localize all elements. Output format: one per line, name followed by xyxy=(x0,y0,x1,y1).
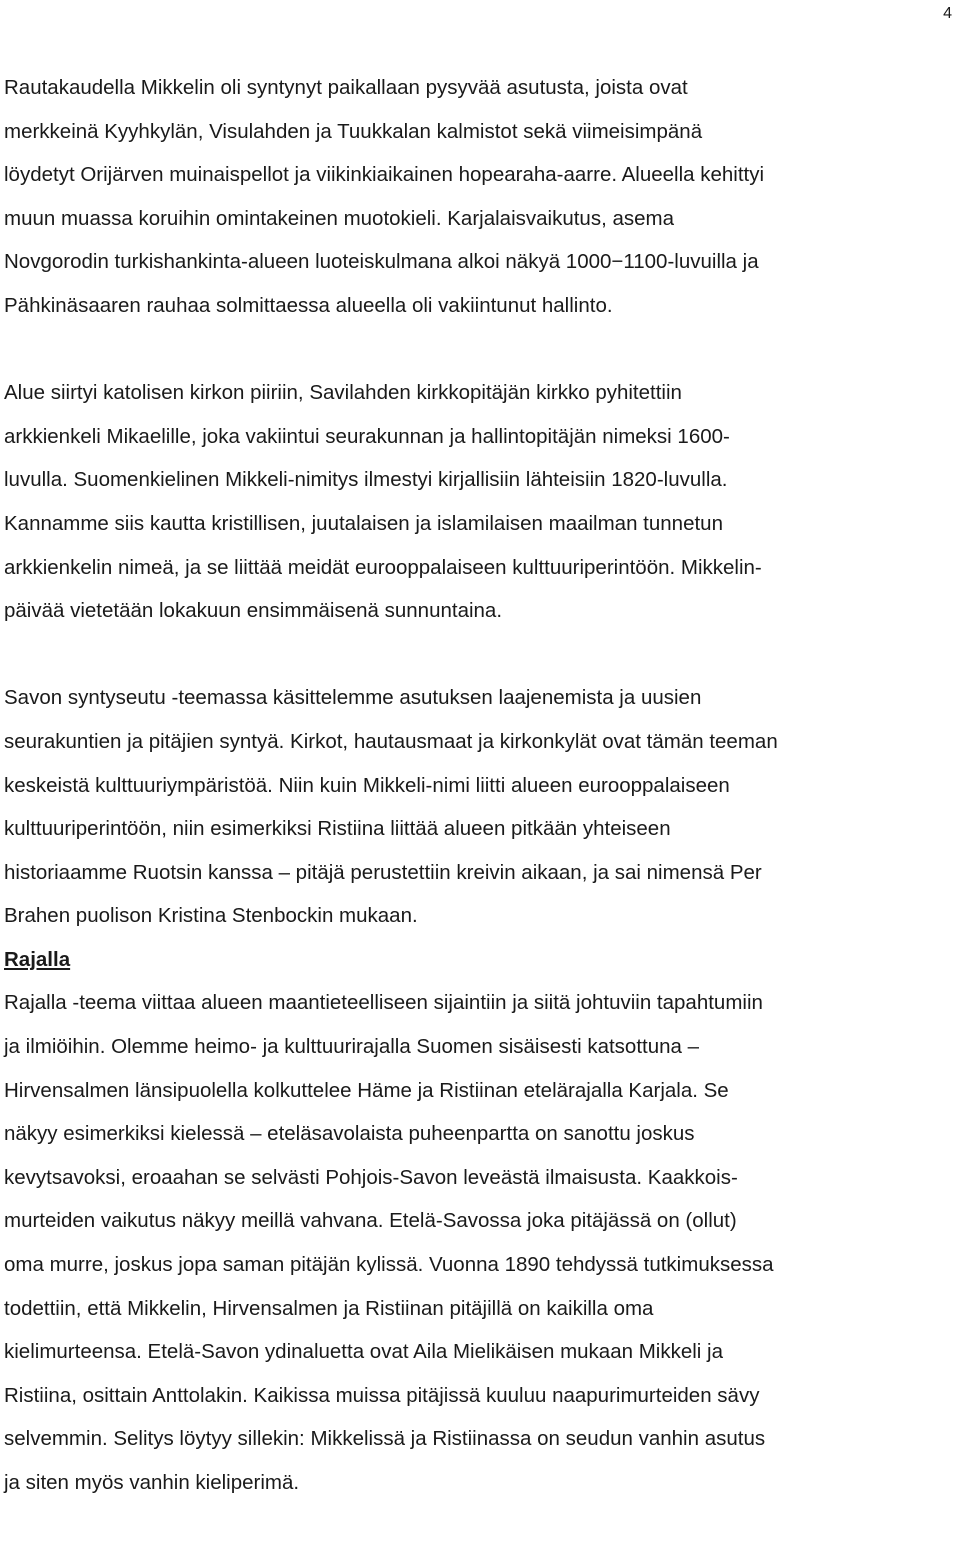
text-line: ja ilmiöihin. Olemme heimo- ja kulttuurirajalla Suomen sisäisesti katsottuna – xyxy=(4,1035,700,1059)
text-line: selvemmin. Selitys löytyy sillekin: Mikkelissä ja Ristiinassa on seudun vanhin asutus xyxy=(4,1427,766,1451)
text-line: kulttuuriperintöön, niin esimerkiksi Ristiina liittää alueen pitkään yhteiseen xyxy=(4,817,671,841)
text-line: arkkienkelin nimeä, ja se liittää meidät eurooppalaiseen kulttuuriperintöön. Mikkelin- xyxy=(4,555,762,579)
paragraph-iron-age xyxy=(4,66,958,328)
text-line: Kannamme siis kautta kristillisen, juutalaisen ja islamilaisen maailman tunnetun xyxy=(4,511,723,535)
text-line: Novgorodin turkishankinta-alueen luoteiskulmana alkoi näkyä 1000−1100-luvuilla ja xyxy=(4,250,759,274)
page-number: 4 xyxy=(943,5,952,22)
text-line: keskeistä kulttuuriympäristöä. Niin kuin Mikkeli-nimi liitti alueen eurooppalaiseen xyxy=(4,773,730,797)
text-line: luvulla. Suomenkielinen Mikkeli-nimitys ilmestyi kirjallisiin lähteisiin 1820-luvulla. xyxy=(4,468,728,492)
text-line: historiaamme Ruotsin kanssa – pitäjä perustettiin kreivin aikaan, ja sai nimensä Per xyxy=(4,860,762,884)
text-line: Pähkinäsaaren rauhaa solmittaessa alueella oli vakiintunut hallinto. xyxy=(4,293,613,317)
text-line: Savon syntyseutu -teemassa käsittelemme asutuksen laajenemista ja uusien xyxy=(4,686,702,710)
text-line: arkkienkeli Mikaelille, joka vakiintui seurakunnan ja hallintopitäjän nimeksi 1600- xyxy=(4,424,730,448)
paragraph-rajalla xyxy=(4,981,958,1504)
text-line: Rautakaudella Mikkelin oli syntynyt paikallaan pysyvää asutusta, joista ovat xyxy=(4,76,688,99)
text-line: seurakuntien ja pitäjien syntyä. Kirkot, hautausmaat ja kirkonkylät ovat tämän teeman xyxy=(4,729,778,753)
text-line: kielimurteensa. Etelä-Savon ydinaluetta ovat Aila Mielikäisen mukaan Mikkeli ja xyxy=(4,1340,723,1364)
text-line: löydetyt Orijärven muinaispellot ja viikinkiaikainen hopearaha-aarre. Alueella kehittyi xyxy=(4,163,765,187)
text-line: Ristiina, osittain Anttolakin. Kaikissa muissa pitäjissä kuuluu naapurimurteiden sävy xyxy=(4,1383,760,1407)
text-line: oma murre, joskus jopa saman pitäjän kylissä. Vuonna 1890 tehdyssä tutkimuksessa xyxy=(4,1253,774,1277)
text-line: muun muassa koruihin omintakeinen muotokieli. Karjalaisvaikutus, asema xyxy=(4,206,674,230)
text-line: Hirvensalmen länsipuolella kolkuttelee Häme ja Ristiinan etelärajalla Karjala. Se xyxy=(4,1078,729,1102)
text-line: näkyy esimerkiksi kielessä – eteläsavolaista puheenpartta on sanottu joskus xyxy=(4,1122,695,1146)
section-heading-rajalla: Rajalla xyxy=(4,947,71,971)
paragraph-catholic-church xyxy=(4,371,958,633)
text-line: kevytsavoksi, eroaahan se selvästi Pohjois-Savon leveästä ilmaisusta. Kaakkois- xyxy=(4,1165,738,1189)
text-line: Rajalla -teema viittaa alueen maantieteelliseen sijaintiin ja siitä johtuviin tapahtumiin xyxy=(4,991,763,1015)
paragraph-savon-syntyseutu xyxy=(4,676,958,938)
text-line: merkkeinä Kyyhkylän, Visulahden ja Tuukkalan kalmistot sekä viimeisimpänä xyxy=(4,119,703,143)
text-line: Brahen puolison Kristina Stenbockin mukaan. xyxy=(4,904,418,928)
text-line: Alue siirtyi katolisen kirkon piiriin, Savilahden kirkkopitäjän kirkko pyhitettiin xyxy=(4,381,682,405)
text-line: ja siten myös vanhin kieliperimä. xyxy=(4,1471,300,1494)
text-line: murteiden vaikutus näkyy meillä vahvana. Etelä-Savossa joka pitäjässä on (ollut) xyxy=(4,1209,737,1233)
document-body xyxy=(4,66,958,1505)
text-line: todettiin, että Mikkelin, Hirvensalmen ja Ristiinan pitäjillä on kaikilla oma xyxy=(4,1296,654,1320)
text-line: päivää vietetään lokakuun ensimmäisenä sunnuntaina. xyxy=(4,599,503,623)
